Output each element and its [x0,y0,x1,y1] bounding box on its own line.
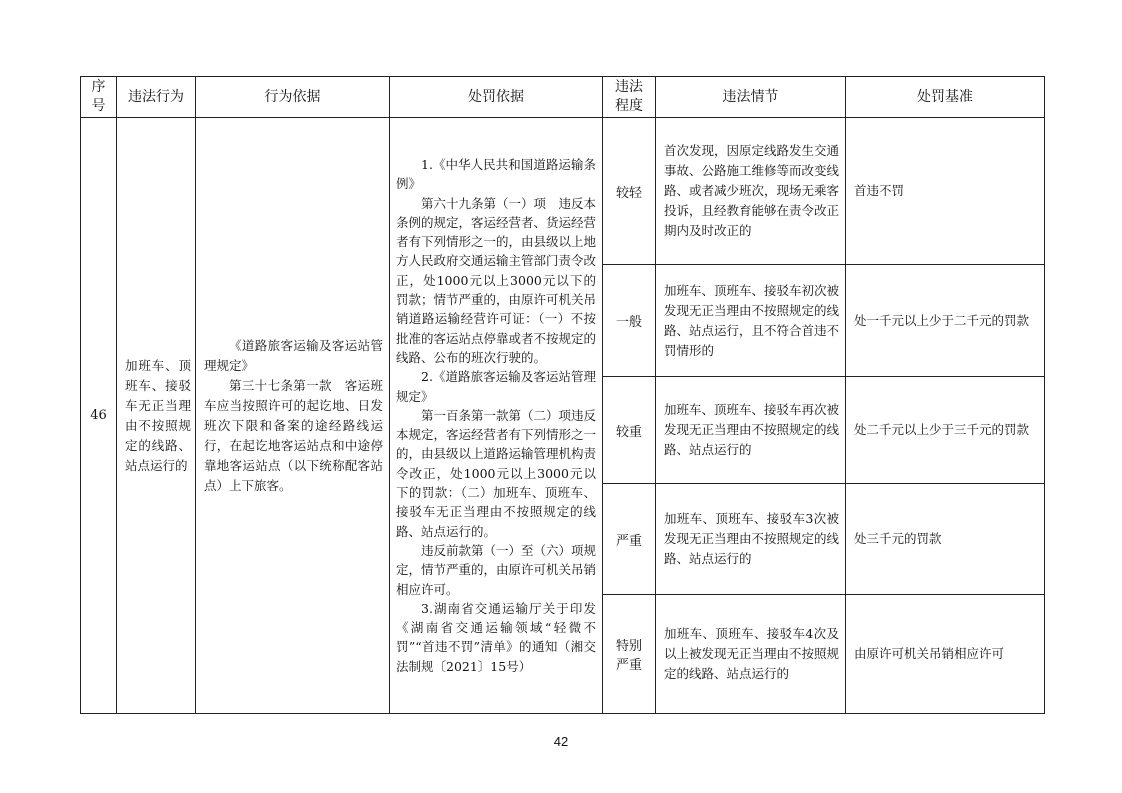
standard-cell: 处二千元以上少于三千元的罚款 [846,377,1045,484]
table-row [81,118,1045,265]
standard-cell: 处一千元以上少于二千元的罚款 [846,265,1045,377]
header-violation: 违法行为 [117,77,196,118]
circumstance-cell: 首次发现，因原定线路发生交通事故、公路施工维修等而改变线路、或者减少班次，现场无乘客投诉，且经教育能够在责令改正期内及时改正的 [656,118,846,265]
degree-cell: 较轻 [603,118,656,265]
standard-cell: 处三千元的罚款 [846,484,1045,595]
standard-cell: 首违不罚 [846,118,1045,265]
behavior-basis-title: 《道路旅客运输及客运站管理规定》 [204,337,383,373]
header-penalty-basis: 处罚依据 [390,77,603,118]
penalty-basis-p3: 2.《道路旅客运输及客运站管理规定》 [396,369,596,404]
penalty-basis-p1: 1.《中华人民共和国道路运输条例》 [396,156,596,192]
penalty-basis-p4: 第一百条第一款第（二）项违反本规定，客运经营者有下列情形之一的，由县级以上道路运输管理机构责令改正，处1000元以上3000元以下的罚款：（二）加班车、顶班车、接驳车无正当理由不按照规定的线路、站点运行的。 [396,407,597,539]
header-standard: 处罚基准 [846,77,1045,118]
circumstance-cell: 加班车、顶班车、接驳车再次被发现无正当理由不按照规定的线路、站点运行的 [656,377,846,484]
circumstance-cell: 加班车、顶班车、接驳车3次被发现无正当理由不按照规定的线路、站点运行的 [656,484,846,595]
penalty-basis-p6: 3.湖南省交通运输厅关于印发《湖南省交通运输领域“轻微不罚”“首违不罚”清单》的通知（湘交法制规〔2021〕15号） [396,600,596,674]
header-behavior-basis: 行为依据 [196,77,390,118]
header-row [81,77,1045,118]
degree-cell: 较重 [603,377,656,484]
penalty-basis-p5: 违反前款第（一）至（六）项规定，情节严重的，由原许可机关吊销相应许可。 [396,542,597,597]
standard-cell: 由原许可机关吊销相应许可 [846,595,1045,714]
behavior-basis-text: 第三十七条第一款 客运班车应当按照许可的起讫地、日发班次下限和备案的途经路线运行，在起讫地客运站点和中途停靠地客运站点（以下统称配客站点）上下旅客。 [204,377,383,493]
degree-cell: 一般 [603,265,656,377]
behavior-basis-cell [196,118,390,714]
row-seq: 46 [81,118,117,714]
header-circumstance: 违法情节 [656,77,846,118]
page-number: 42 [553,734,569,749]
degree-cell: 严重 [603,484,656,595]
header-seq: 序号 [81,77,117,118]
circumstance-cell: 加班车、顶班车、接驳车4次及以上被发现无正当理由不按照规定的线路、站点运行的 [656,595,846,714]
penalty-basis-cell [390,118,603,714]
penalty-basis-p2: 第六十九条第（一）项 违反本条例的规定，客运经营者、货运经营者有下列情形之一的，由县级以上地方人民政府交通运输主管部门责令改正，处1000元以上3000元以下的罚款；情节严重的，由原许可机关吊销道路运输经营许可证：（一）不按批准的客运站点停靠或者不按规定的线路、公布的班次行驶的。 [396,195,597,365]
circumstance-cell: 加班车、顶班车、接驳车初次被发现无正当理由不按照规定的线路、站点运行，且不符合首违不罚情形的 [656,265,846,377]
header-degree: 违法程度 [603,77,656,118]
violation-cell: 加班车、顶班车、接驳车无正当理由不按照规定的线路、站点运行的 [117,118,196,714]
penalty-standard-table [80,76,1045,714]
degree-cell: 特别严重 [603,595,656,714]
